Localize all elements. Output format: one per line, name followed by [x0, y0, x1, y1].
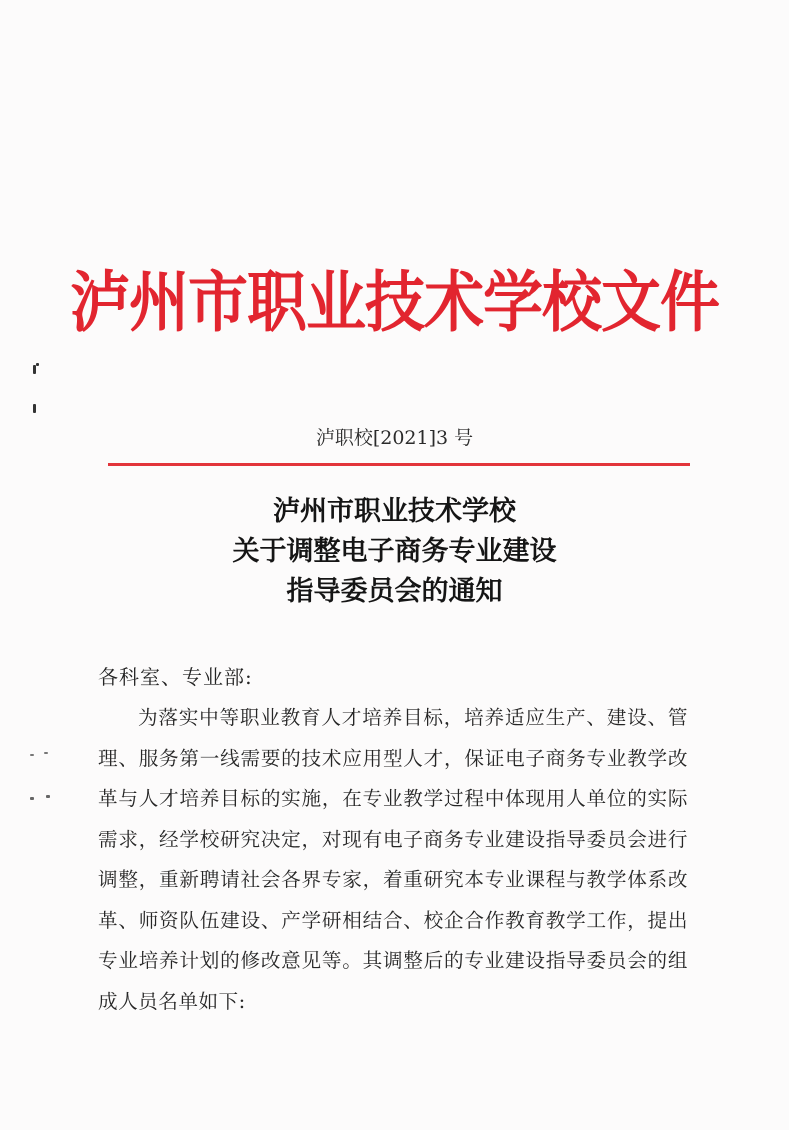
masthead-title: 泸州市职业技术学校文件 — [70, 264, 719, 342]
notice-title — [0, 492, 789, 612]
scan-speck — [36, 363, 39, 366]
body-paragraph: 为落实中等职业教育人才培养目标，培养适应生产、建设、管理、服务第一线需要的技术应用型人才，保证电子商务专业教学改革与人才培养目标的实施，在专业教学过程中体现用人单位的实际需求，经学校研究决定，对现有电子商务专业建设指导委员会进行调整，重新聘请社会各界专家，着重研究本专业课程与教学体系改革、师资队伍建设、产学研相结合、校企合作教育教学工作，提出专业培养计划的修改意见等。其调整后的专业建设指导委员会的组成人员名单如下: — [98, 706, 688, 1013]
scan-speck — [30, 754, 34, 756]
scan-speck — [33, 365, 36, 374]
scan-speck — [33, 404, 36, 413]
title-line-2: 关于调整电子商务专业建设 — [232, 536, 557, 567]
salutation: 各科室、专业部: — [98, 665, 253, 689]
scan-speck — [30, 797, 34, 800]
title-line-1: 泸州市职业技术学校 — [273, 496, 516, 527]
red-divider-line — [108, 463, 690, 466]
document-number: 泸职校[2021]3 号 — [315, 427, 474, 449]
title-line-3: 指导委员会的通知 — [286, 576, 503, 607]
scan-speck — [44, 752, 48, 754]
scan-speck — [46, 795, 50, 798]
